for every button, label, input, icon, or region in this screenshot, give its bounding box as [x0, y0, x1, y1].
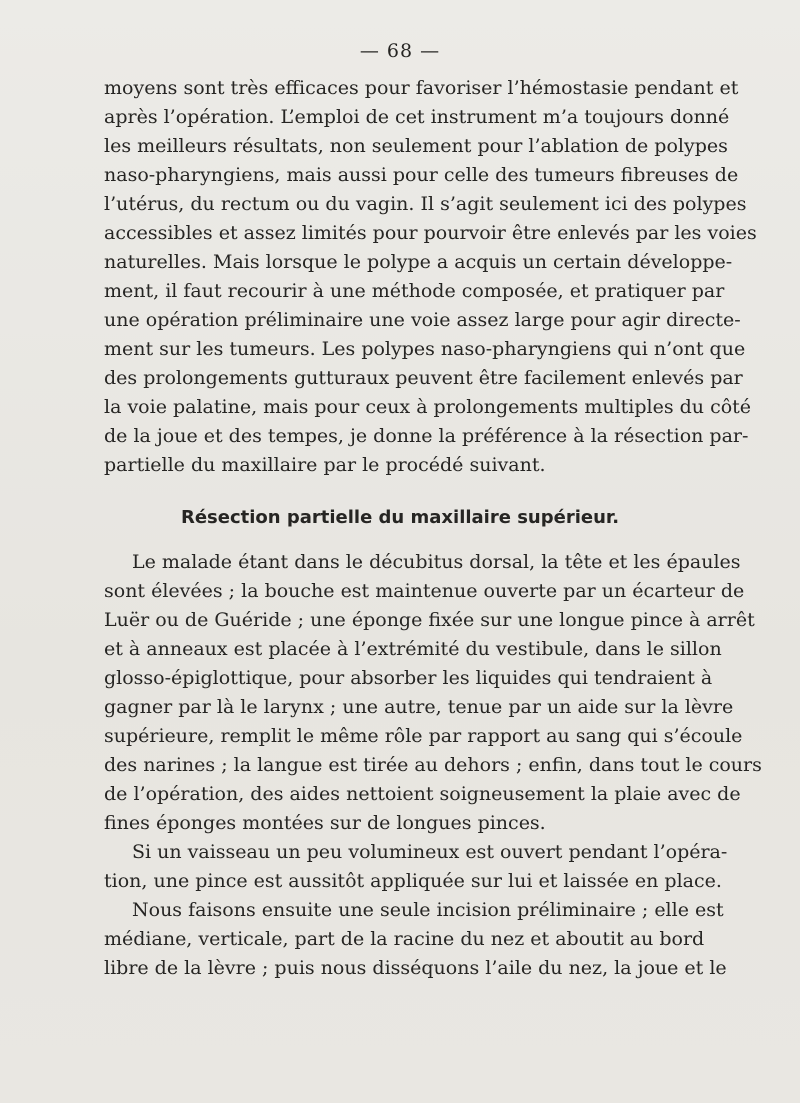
text-line: après l’opération. L’emploi de cet instrument m’a toujours donné — [104, 106, 730, 128]
text-line: ment, il faut recourir à une méthode composée, et pratiquer par — [104, 280, 725, 302]
text-line: ment sur les tumeurs. Les polypes naso-pharyngiens qui n’ont que — [104, 338, 746, 360]
text-line: accessibles et assez limités pour pourvoir être enlevés par les voies — [104, 222, 757, 244]
text-line: supérieure, remplit le même rôle par rapport au sang qui s’écoule — [104, 725, 743, 747]
text-line: tion, une pince est aussitôt appliquée sur lui et laissée en place. — [104, 870, 722, 892]
text-line: moyens sont très efficaces pour favoriser l’hémostasie pendant et — [104, 77, 739, 99]
page-number: — 68 — — [359, 40, 441, 62]
text-line: Nous faisons ensuite une seule incision préliminaire ; elle est — [132, 899, 724, 921]
text-line: médiane, verticale, part de la racine du nez et aboutit au bord — [104, 928, 705, 950]
text-line: de la joue et des tempes, je donne la préférence à la résection par- — [104, 425, 749, 447]
text-line: de l’opération, des aides nettoient soigneusement la plaie avec de — [104, 783, 741, 805]
section-heading: Résection partielle du maxillaire supérieur. — [180, 507, 620, 528]
text-line: sont élevées ; la bouche est maintenue ouverte par un écarteur de — [104, 580, 745, 602]
text-line: gagner par là le larynx ; une autre, tenue par un aide sur la lèvre — [104, 696, 734, 718]
text-line: naso-pharyngiens, mais aussi pour celle des tumeurs fibreuses de — [104, 164, 739, 186]
text-line: la voie palatine, mais pour ceux à prolongements multiples du côté — [104, 396, 752, 418]
text-line: des narines ; la langue est tirée au dehors ; enfin, dans tout le cours — [104, 754, 762, 776]
text-line: Le malade étant dans le décubitus dorsal, la tête et les épaules — [132, 551, 741, 573]
text-line: une opération préliminaire une voie assez large pour agir directe- — [104, 309, 741, 331]
text-line: libre de la lèvre ; puis nous disséquons l’aile du nez, la joue et le — [104, 957, 727, 979]
text-line: glosso-épiglottique, pour absorber les liquides qui tendraient à — [104, 667, 713, 689]
text-line: fines éponges montées sur de longues pinces. — [104, 812, 546, 834]
text-line: l’utérus, du rectum ou du vagin. Il s’agit seulement ici des polypes — [104, 193, 747, 215]
text-line: Luër ou de Guéride ; une éponge fixée sur une longue pince à arrêt — [104, 609, 755, 631]
text-line: et à anneaux est placée à l’extrémité du vestibule, dans le sillon — [104, 638, 722, 660]
text-line: naturelles. Mais lorsque le polype a acquis un certain développe- — [104, 251, 733, 273]
text-line: partielle du maxillaire par le procédé suivant. — [104, 454, 546, 476]
text-line: les meilleurs résultats, non seulement pour l’ablation de polypes — [104, 135, 728, 157]
text-line: des prolongements gutturaux peuvent être facilement enlevés par — [104, 367, 743, 389]
text-line: Si un vaisseau un peu volumineux est ouvert pendant l’opéra- — [132, 841, 728, 863]
